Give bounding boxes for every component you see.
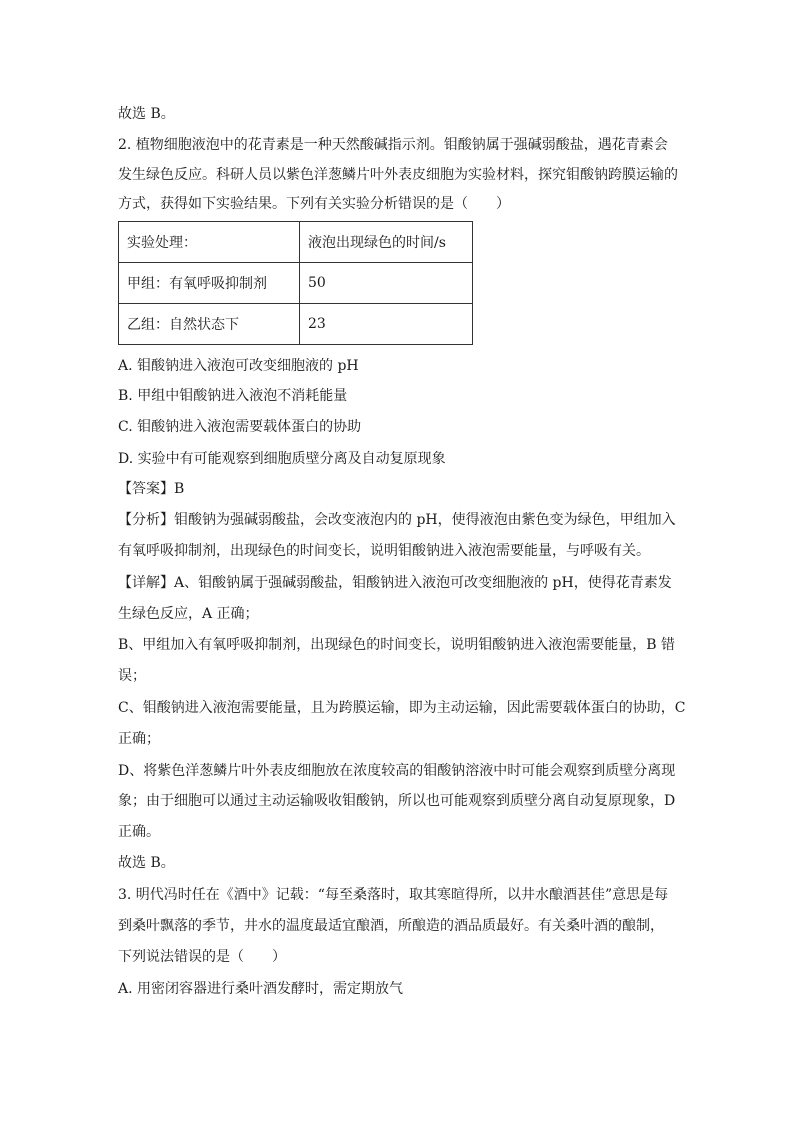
table-header-cell: 液泡出现绿色的时间/s: [300, 222, 473, 263]
explanation-line: 正确；: [118, 731, 160, 747]
table-row: [119, 263, 473, 304]
experiment-table: [118, 221, 473, 345]
question-2-stem: 方式，获得如下实验结果。下列有关实验分析错误的是（ ）: [118, 196, 510, 212]
table-cell: 乙组：自然状态下: [119, 304, 300, 345]
table-row: [119, 304, 473, 345]
option-c: C. 钼酸钠进入液泡需要载体蛋白的协助: [118, 419, 362, 435]
table-cell: 50: [300, 263, 473, 304]
table-cell: 23: [300, 304, 473, 345]
option-d: D. 实验中有可能观察到细胞质壁分离及自动复原现象: [118, 451, 446, 467]
question-3-stem: 3. 明代冯时任在《酒中》记载：“每至桑落时，取其寒暄得所，以井水酿酒甚佳”意思是每: [118, 887, 669, 903]
explanation-line: 【详解】A、钼酸钠属于强碱弱酸盐，钼酸钠进入液泡可改变细胞液的 pH，使得花青素发: [118, 575, 672, 591]
option-b: B. 甲组中钼酸钠进入液泡不消耗能量: [118, 388, 348, 404]
answer-line: 【答案】B: [118, 481, 185, 497]
text-line: 故选 B。: [118, 106, 175, 122]
explanation-line: D、将紫色洋葱鳞片叶外表皮细胞放在浓度较高的钼酸钠溶液中时可能会观察到质壁分离现: [118, 763, 676, 779]
question-3-stem: 到桑叶飘落的季节，井水的温度最适宜酿酒，所酿造的酒品质最好。有关桑叶酒的酿制，: [118, 918, 664, 934]
question-3-stem: 下列说法错误的是（ ）: [118, 949, 286, 965]
text-line: 故选 B。: [118, 855, 175, 871]
analysis-line: 有氧呼吸抑制剂，出现绿色的时间变长，说明钼酸钠进入液泡需要能量，与呼吸有关。: [118, 543, 650, 559]
explanation-line: 误；: [118, 668, 146, 684]
table-header-row: [119, 222, 473, 263]
question-2-stem: 发生绿色反应。科研人员以紫色洋葱鳞片叶外表皮细胞为实验材料，探究钼酸钠跨膜运输的: [118, 167, 678, 183]
explanation-line: B、甲组加入有氧呼吸抑制剂，出现绿色的时间变长，说明钼酸钠进入液泡需要能量，B 错: [118, 637, 676, 653]
table-cell: 甲组：有氧呼吸抑制剂: [119, 263, 300, 304]
question-2-stem: 2. 植物细胞液泡中的花青素是一种天然酸碱指示剂。钼酸钠属于强碱弱酸盐，遇花青素会: [118, 137, 668, 153]
option-a: A. 钼酸钠进入液泡可改变细胞液的 pH: [118, 358, 359, 374]
explanation-line: 象；由于细胞可以通过主动运输吸收钼酸钠，所以也可能观察到质壁分离自动复原现象，D: [118, 793, 676, 809]
explanation-line: C、钼酸钠进入液泡需要能量，且为跨膜运输，即为主动运输，因此需要载体蛋白的协助，C: [118, 700, 686, 716]
explanation-line: 生绿色反应，A 正确；: [118, 606, 259, 622]
table-header-cell: 实验处理：: [119, 222, 300, 263]
option-a: A. 用密闭容器进行桑叶酒发酵时，需定期放气: [118, 981, 404, 997]
analysis-line: 【分析】钼酸钠为强碱弱酸盐，会改变液泡内的 pH，使得液泡由紫色变为绿色，甲组加入: [118, 512, 676, 528]
explanation-line: 正确。: [118, 824, 160, 840]
